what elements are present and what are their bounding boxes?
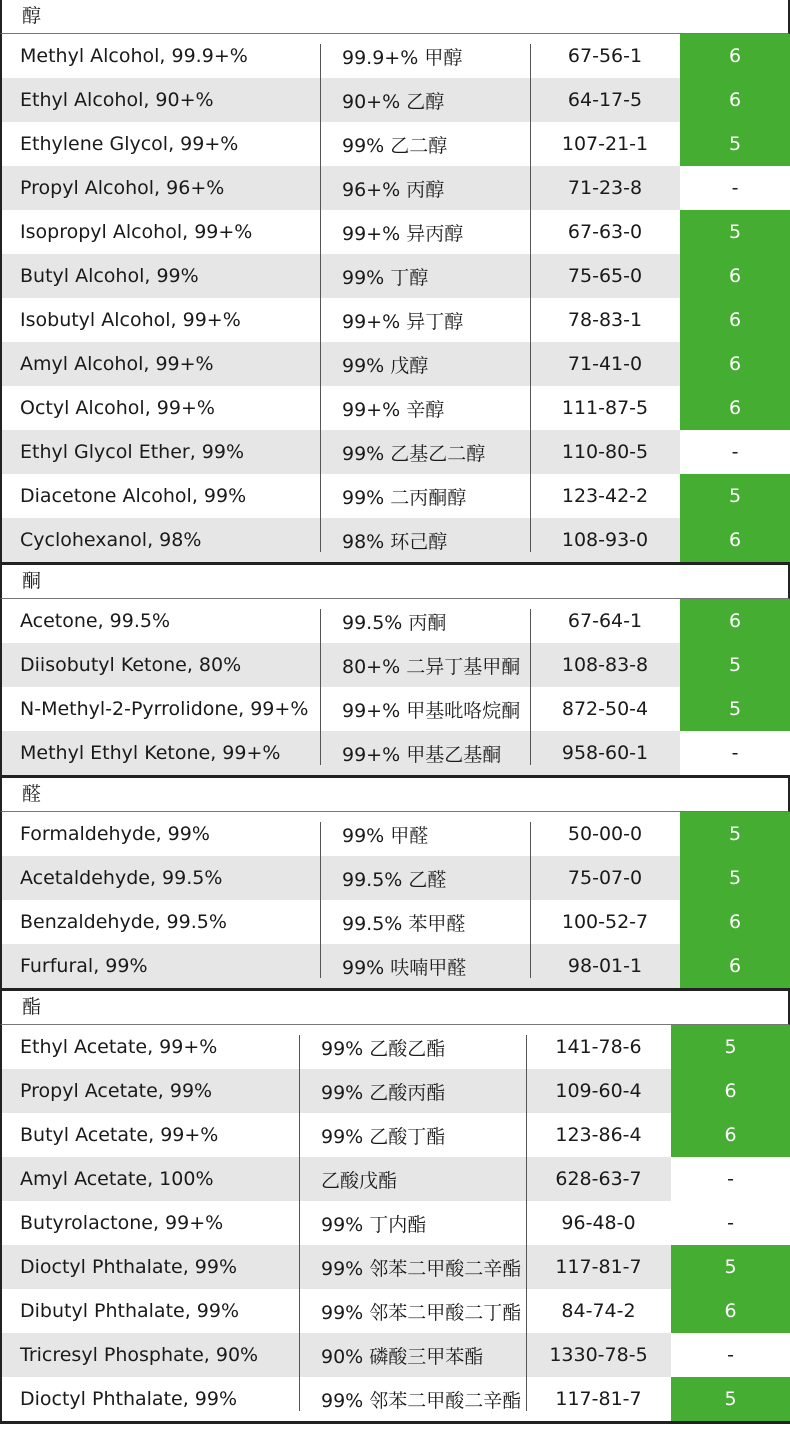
table-row: [0, 1069, 790, 1113]
chemical-name: Propyl Alcohol, 96+%: [20, 177, 225, 199]
section-body: [0, 34, 790, 562]
chemical-name: Methyl Alcohol, 99.9+%: [20, 45, 248, 67]
rating-cell: 6: [680, 342, 790, 386]
rating-cell: -: [680, 166, 790, 210]
column-divider: [320, 609, 321, 765]
chinese-name: 99% 乙酸丙酯: [321, 1081, 446, 1104]
rating-cell: -: [680, 430, 790, 474]
section-body: [0, 1025, 790, 1421]
cas-number: 64-17-5: [567, 89, 643, 111]
table-row: [0, 298, 790, 342]
chinese-name: 99% 乙酸乙酯: [321, 1037, 446, 1060]
table-row: [0, 900, 790, 944]
chemical-name: Ethyl Acetate, 99+%: [20, 1036, 218, 1058]
chinese-name: 99% 二丙酮醇: [342, 486, 467, 509]
chinese-name: 99% 丁醇: [342, 266, 429, 289]
chinese-name: 99.9+% 甲醇: [342, 46, 463, 69]
rating-cell: 6: [680, 78, 790, 122]
rating-cell: 6: [680, 34, 790, 78]
chemical-name: Ethyl Glycol Ether, 99%: [20, 441, 245, 463]
cas-number: 78-83-1: [567, 309, 643, 331]
chemical-name: Amyl Alcohol, 99+%: [20, 353, 214, 375]
chinese-name: 90+% 乙醇: [342, 90, 445, 113]
chinese-name: 99+% 异丙醇: [342, 222, 464, 245]
chemical-name: Dibutyl Phthalate, 99%: [20, 1300, 240, 1322]
section-body: [0, 812, 790, 988]
chinese-name: 99+% 甲基乙基酮: [342, 743, 502, 766]
chinese-name: 99% 甲醛: [342, 824, 429, 847]
cas-number: 67-63-0: [567, 221, 643, 243]
section-body: [0, 599, 790, 775]
chinese-name: 99.5% 苯甲醛: [342, 912, 466, 935]
table-row: [0, 1377, 790, 1421]
chinese-name: 90% 磷酸三甲苯酯: [321, 1345, 484, 1368]
cas-number: 67-64-1: [567, 610, 643, 632]
chinese-name: 99.5% 乙醛: [342, 868, 447, 891]
cas-number: 110-80-5: [561, 441, 649, 463]
rating-cell: 5: [680, 122, 790, 166]
table-row: [0, 1201, 790, 1245]
table-row: [0, 856, 790, 900]
chemical-name: Diisobutyl Ketone, 80%: [20, 654, 242, 676]
chemical-name: Butyl Alcohol, 99%: [20, 265, 199, 287]
chinese-name: 99% 邻苯二甲酸二辛酯: [321, 1389, 522, 1412]
rating-cell: 6: [680, 900, 790, 944]
table-row: [0, 122, 790, 166]
cas-number: 98-01-1: [567, 955, 643, 977]
chemical-name: Acetaldehyde, 99.5%: [20, 867, 223, 889]
rating-cell: 5: [680, 856, 790, 900]
section-divider: [0, 1421, 790, 1424]
cas-number: 108-93-0: [561, 529, 649, 551]
chinese-name: 99.5% 丙酮: [342, 611, 447, 634]
rating-cell: 6: [680, 254, 790, 298]
rating-cell: -: [671, 1201, 790, 1245]
chinese-name: 99% 呋喃甲醛: [342, 956, 467, 979]
table-row: [0, 518, 790, 562]
table-row: [0, 430, 790, 474]
chinese-name: 96+% 丙醇: [342, 178, 445, 201]
cas-number: 1330-78-5: [549, 1344, 648, 1366]
rating-cell: 5: [680, 210, 790, 254]
cas-number: 117-81-7: [555, 1256, 642, 1278]
column-divider: [530, 609, 531, 765]
chemical-name: Furfural, 99%: [20, 955, 148, 977]
chinese-name: 99+% 异丁醇: [342, 310, 464, 333]
rating-cell: 5: [680, 474, 790, 518]
table-row: [0, 34, 790, 78]
table-row: [0, 687, 790, 731]
table-row: [0, 731, 790, 775]
chemical-name: Cyclohexanol, 98%: [20, 529, 202, 551]
cas-number: 71-41-0: [567, 353, 643, 375]
rating-cell: 6: [680, 944, 790, 988]
chemical-name: Formaldehyde, 99%: [20, 823, 210, 845]
rating-cell: 5: [680, 643, 790, 687]
chemical-name: Dioctyl Phthalate, 99%: [20, 1388, 237, 1410]
cas-number: 107-21-1: [561, 133, 649, 155]
column-divider: [320, 44, 321, 552]
chinese-name: 99% 戊醇: [342, 354, 429, 377]
cas-number: 67-56-1: [567, 45, 643, 67]
table-row: [0, 1025, 790, 1069]
cas-number: 108-83-8: [561, 654, 649, 676]
chemical-name: Amyl Acetate, 100%: [20, 1168, 214, 1190]
cas-number: 141-78-6: [555, 1036, 642, 1058]
chemical-name: N-Methyl-2-Pyrrolidone, 99+%: [20, 698, 309, 720]
table-row: [0, 342, 790, 386]
chemical-name: Diacetone Alcohol, 99%: [20, 485, 247, 507]
chemical-name: Butyl Acetate, 99+%: [20, 1124, 219, 1146]
chinese-name: 99+% 辛醇: [342, 398, 445, 421]
table-row: [0, 254, 790, 298]
cas-number: 50-00-0: [567, 823, 643, 845]
chinese-name: 99+% 甲基吡咯烷酮: [342, 699, 521, 722]
chemical-name: Isopropyl Alcohol, 99+%: [20, 221, 253, 243]
chemical-name: Acetone, 99.5%: [20, 610, 171, 632]
table-row: [0, 1113, 790, 1157]
chemical-name: Propyl Acetate, 99%: [20, 1080, 213, 1102]
rating-cell: -: [671, 1157, 790, 1201]
rating-cell: 6: [671, 1289, 790, 1333]
chinese-name: 80+% 二异丁基甲酮: [342, 655, 521, 678]
table-row: [0, 1157, 790, 1201]
column-divider: [320, 822, 321, 978]
rating-cell: 5: [680, 687, 790, 731]
table-row: [0, 1245, 790, 1289]
cas-number: 872-50-4: [561, 698, 649, 720]
table-row: [0, 1289, 790, 1333]
section-header: 醇: [0, 0, 790, 34]
chinese-name: 99% 邻苯二甲酸二丁酯: [321, 1301, 522, 1324]
rating-cell: 5: [680, 812, 790, 856]
chemical-name: Butyrolactone, 99+%: [20, 1212, 224, 1234]
cas-number: 96-48-0: [561, 1212, 636, 1234]
cas-number: 100-52-7: [561, 911, 649, 933]
rating-cell: -: [680, 731, 790, 775]
section-header: 醛: [0, 778, 790, 812]
table-row: [0, 210, 790, 254]
chemical-name: Isobutyl Alcohol, 99+%: [20, 309, 241, 331]
cas-number: 111-87-5: [561, 397, 649, 419]
chemical-name: Ethyl Alcohol, 90+%: [20, 89, 214, 111]
table-row: [0, 474, 790, 518]
table-row: [0, 599, 790, 643]
chemical-name: Octyl Alcohol, 99+%: [20, 397, 215, 419]
table-row: [0, 78, 790, 122]
cas-number: 75-07-0: [567, 867, 643, 889]
rating-cell: 6: [680, 386, 790, 430]
chemical-name: Tricresyl Phosphate, 90%: [20, 1344, 259, 1366]
rating-cell: 5: [671, 1245, 790, 1289]
rating-cell: 5: [671, 1025, 790, 1069]
rating-cell: 6: [680, 599, 790, 643]
chemical-name: Dioctyl Phthalate, 99%: [20, 1256, 237, 1278]
cas-number: 75-65-0: [567, 265, 643, 287]
cas-number: 71-23-8: [567, 177, 643, 199]
rating-cell: 5: [671, 1377, 790, 1421]
chemical-name: Methyl Ethyl Ketone, 99+%: [20, 742, 281, 764]
rating-cell: 6: [680, 518, 790, 562]
chinese-name: 99% 乙酸丁酯: [321, 1125, 446, 1148]
chinese-name: 99% 邻苯二甲酸二辛酯: [321, 1257, 522, 1280]
table-row: [0, 166, 790, 210]
section-header: 酯: [0, 991, 790, 1025]
cas-number: 117-81-7: [555, 1388, 642, 1410]
cas-number: 123-42-2: [561, 485, 649, 507]
table-row: [0, 812, 790, 856]
chinese-name: 99% 乙基乙二醇: [342, 442, 486, 465]
table-row: [0, 944, 790, 988]
rating-cell: -: [671, 1333, 790, 1377]
cas-number: 84-74-2: [561, 1300, 636, 1322]
column-divider: [299, 1035, 300, 1411]
rating-cell: 6: [671, 1113, 790, 1157]
chemical-name: Ethylene Glycol, 99+%: [20, 133, 239, 155]
cas-number: 123-86-4: [555, 1124, 642, 1146]
table-row: [0, 386, 790, 430]
table-row: [0, 643, 790, 687]
cas-number: 109-60-4: [555, 1080, 642, 1102]
chinese-name: 99% 丁内酯: [321, 1213, 427, 1236]
section-header: 酮: [0, 565, 790, 599]
chemical-name: Benzaldehyde, 99.5%: [20, 911, 227, 933]
column-divider: [526, 1035, 527, 1411]
column-divider: [530, 822, 531, 978]
cas-number: 628-63-7: [555, 1168, 642, 1190]
table-row: [0, 1333, 790, 1377]
cas-number: 958-60-1: [561, 742, 649, 764]
rating-cell: 6: [671, 1069, 790, 1113]
rating-cell: 6: [680, 298, 790, 342]
chinese-name: 99% 乙二醇: [342, 134, 448, 157]
column-divider: [530, 44, 531, 552]
chinese-name: 98% 环己醇: [342, 530, 448, 553]
chinese-name: 乙酸戊酯: [321, 1169, 398, 1192]
